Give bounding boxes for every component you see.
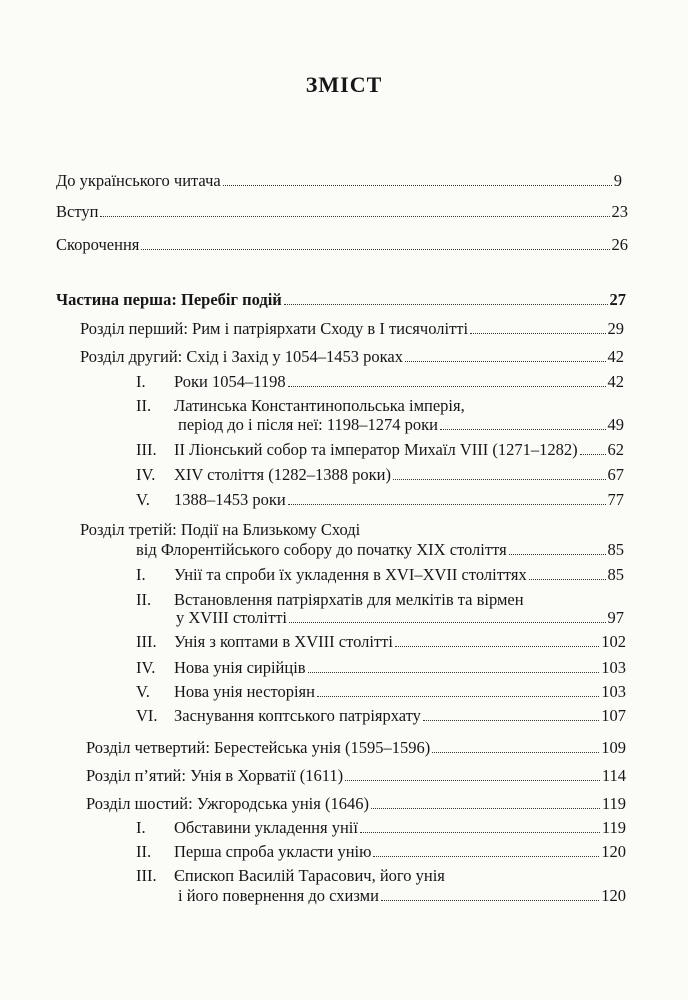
dot-leader <box>288 504 606 505</box>
toc-entry-chapter-2-section-2-line-2[interactable]: період до і після неї: 1198–1274 роки 49 <box>178 415 624 434</box>
toc-entry-chapter-3-section-2-line-2[interactable]: у XVIII столітті 97 <box>176 608 624 627</box>
toc-entry-abbreviations[interactable]: Скорочення 26 <box>56 235 628 254</box>
toc-entry-chapter-3-line-1[interactable]: Розділ третій: Події на Близькому Сході <box>80 520 361 539</box>
toc-entry-chapter-3-section-6[interactable]: VI. Заснування коптського патріярхату 107 <box>136 706 626 725</box>
toc-entry-chapter-4[interactable]: Розділ четвертий: Берестейська унія (1595–1596) 109 <box>86 738 626 757</box>
dot-leader <box>289 622 606 623</box>
dot-leader <box>100 216 609 217</box>
dot-leader <box>308 672 600 673</box>
toc-entry-reader[interactable]: До українського читача 9 <box>56 171 622 190</box>
dot-leader <box>470 333 605 334</box>
dot-leader <box>405 361 606 362</box>
toc-entry-chapter-6-section-3-line-2[interactable]: і його повернення до схизми 120 <box>178 886 626 905</box>
toc-entry-chapter-2-section-3[interactable]: III. ІІ Ліонський собор та імператор Михаїл VIII (1271–1282) 62 <box>136 440 624 459</box>
dot-leader <box>381 900 599 901</box>
dot-leader <box>423 720 599 721</box>
toc-entry-chapter-5[interactable]: Розділ п’ятий: Унія в Хорватії (1611) 114 <box>86 766 626 785</box>
toc-entry-chapter-1[interactable]: Розділ перший: Рим і патріярхати Сходу в І тисячолітті 29 <box>80 319 624 338</box>
toc-entry-chapter-3-line-2[interactable]: від Флорентійського собору до початку XIX століття 85 <box>136 540 624 559</box>
dot-leader <box>580 454 606 455</box>
toc-entry-chapter-3-section-2-line-1[interactable]: II. Встановлення патріярхатів для мелкітів та вірмен <box>136 590 524 609</box>
toc-entry-chapter-2-section-4[interactable]: IV. XIV століття (1282–1388 роки) 67 <box>136 465 624 484</box>
dot-leader <box>371 808 600 809</box>
toc-entry-chapter-6-section-3-line-1[interactable]: III. Єпископ Василій Тарасович, його унія <box>136 866 445 885</box>
toc-entry-chapter-6-section-1[interactable]: I. Обставини укладення унії 119 <box>136 818 626 837</box>
toc-entry-chapter-3-section-4[interactable]: IV. Нова унія сирійців 103 <box>136 658 626 677</box>
dot-leader <box>345 780 600 781</box>
dot-leader <box>360 832 600 833</box>
dot-leader <box>373 856 599 857</box>
dot-leader <box>223 185 612 186</box>
toc-entry-chapter-2-section-5[interactable]: V. 1388–1453 роки 77 <box>136 490 624 509</box>
toc-entry-chapter-2[interactable]: Розділ другий: Схід і Захід у 1054–1453 роках 42 <box>80 347 624 366</box>
dot-leader <box>440 429 605 430</box>
dot-leader <box>284 304 608 305</box>
dot-leader <box>141 249 609 250</box>
dot-leader <box>393 479 606 480</box>
dot-leader <box>317 696 599 697</box>
toc-entry-chapter-3-section-1[interactable]: I. Унії та спроби їх укладення в XVI–XVII століттях 85 <box>136 565 624 584</box>
dot-leader <box>529 579 606 580</box>
dot-leader <box>432 752 599 753</box>
toc-entry-chapter-3-section-5[interactable]: V. Нова унія несторіян 103 <box>136 682 626 701</box>
toc-entry-chapter-6-section-2[interactable]: II. Перша спроба укласти унію 120 <box>136 842 626 861</box>
dot-leader <box>395 646 599 647</box>
toc-entry-chapter-6[interactable]: Розділ шостий: Ужгородська унія (1646) 119 <box>86 794 626 813</box>
dot-leader <box>509 554 606 555</box>
toc-entry-chapter-2-section-2-line-1[interactable]: II. Латинська Константинопольська імперія, <box>136 396 465 415</box>
toc-entry-chapter-3-section-3[interactable]: III. Унія з коптами в XVIII столітті 102 <box>136 632 626 651</box>
toc-entry-part-one[interactable]: Частина перша: Перебіг подій 27 <box>56 290 626 309</box>
page-title: ЗМІСТ <box>305 72 383 97</box>
toc-entry-intro[interactable]: Вступ 23 <box>56 202 628 221</box>
toc-entry-chapter-2-section-1[interactable]: I. Роки 1054–1198 42 <box>136 372 624 391</box>
dot-leader <box>288 386 606 387</box>
